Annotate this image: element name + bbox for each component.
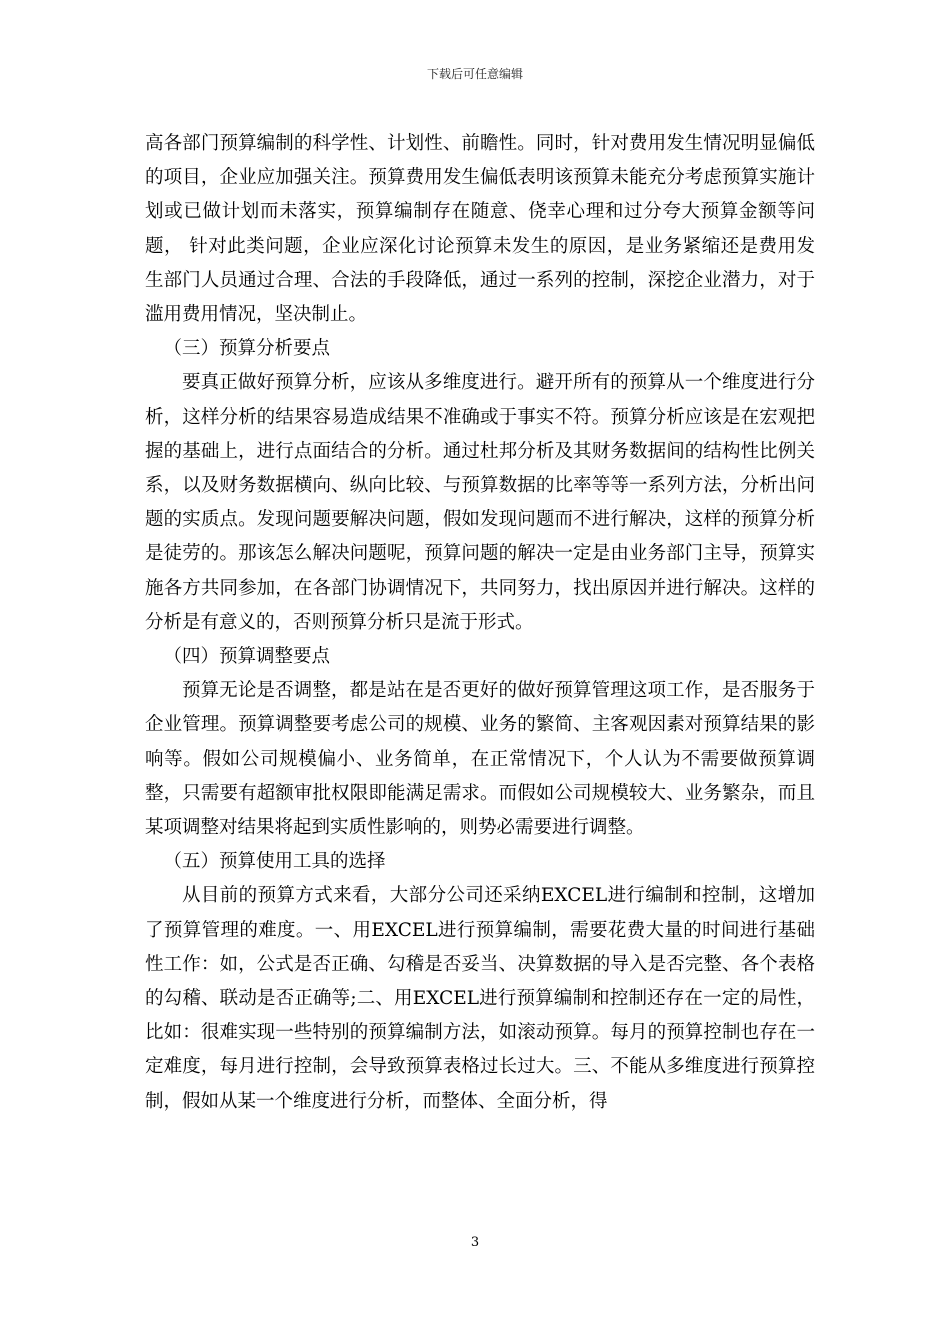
body-paragraph-1: 高各部门预算编制的科学性、计划性、前瞻性。同时，针对费用发生情况明显偏低的项目，企业应加强关注。预算费用发生偏低表明该预算未能充分考虑预算实施计划或已做计划而未落实，预算编制存在随意、侥幸心理和过分夸大预算金额等问题， 针对此类问题，企业应深化讨论预算未发生的原因，是业务紧缩还是费用发生部门人员通过合理、合法的手段降低，通过一系列的控制，深挖企业潜力，对于滥用费用情况，坚决制止。 (145, 133, 815, 326)
body-paragraph-2: 要真正做好预算分析，应该从多维度进行。避开所有的预算从一个维度进行分析，这样分析的结果容易造成结果不准确或于事实不符。预算分析应该是在宏观把握的基础上，进行点面结合的分析。通过杜邦分析及其财务数据间的结构性比例关系，以及财务数据横向、纵向比较、与预算数据的比率等等一系列方法，分析出问题的实质点。发现问题要解决问题，假如发现问题而不进行解决，这样的预算分析是徒劳的。那该怎么解决问题呢，预算问题的解决一定是由业务部门主导，预算实施各方共同参加，在各部门协调情况下，共同努力，找出原因并进行解决。这样的分析是有意义的，否则预算分析只是流于形式。 (145, 372, 815, 633)
section-heading-3: （三）预算分析要点 (163, 338, 331, 360)
document-body (145, 127, 815, 1119)
page-header: 下载后可任意编辑 (426, 67, 523, 81)
section-heading-5: （五）预算使用工具的选择 (163, 851, 386, 873)
section-heading-4: （四）预算调整要点 (163, 646, 331, 668)
body-paragraph-4: 从目前的预算方式来看，大部分公司还采纳EXCEL进行编制和控制，这增加了预算管理的难度。一、用EXCEL进行预算编制，需要花费大量的时间进行基础性工作：如，公式是否正确、勾稽是否妥当、决算数据的导入是否完整、各个表格的勾稽、联动是否正确等;二、用EXCEL进行预算编制和控制还存在一定的局性，比如：很难实现一些特别的预算编制方法，如滚动预算。每月的预算控制也存在一定难度，每月进行控制，会导致预算表格过长过大。三、不能从多维度进行预算控制，假如从某一个维度进行分析，而整体、全面分析，得 (145, 885, 815, 1112)
body-paragraph-3: 预算无论是否调整，都是站在是否更好的做好预算管理这项工作，是否服务于企业管理。预算调整要考虑公司的规模、业务的繁简、主客观因素对预算结果的影响等。假如公司规模偏小、业务简单，在正常情况下，个人认为不需要做预算调整，只需要有超额审批权限即能满足需求。而假如公司规模较大、业务繁杂，而且某项调整对结果将起到实质性影响的，则势必需要进行调整。 (145, 680, 815, 839)
page-number: 3 (470, 1235, 480, 1250)
